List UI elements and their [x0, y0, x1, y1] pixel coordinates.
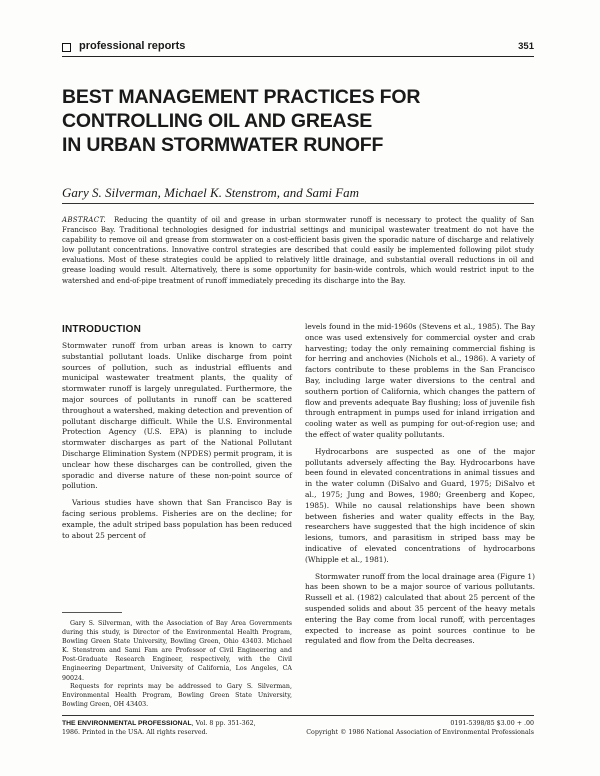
section-heading-introduction: INTRODUCTION	[62, 324, 142, 335]
title-line-3: IN URBAN STORMWATER RUNOFF	[62, 134, 384, 156]
section-checkbox-icon	[62, 43, 71, 52]
volume-pages: , Vol. 8 pp. 351-362,	[191, 720, 256, 727]
author-rule	[62, 203, 534, 204]
right-column	[305, 322, 535, 653]
author-list: Gary S. Silverman, Michael K. Stenstrom, and Sami Fam	[62, 185, 360, 200]
abstract-label: ABSTRACT.	[62, 216, 106, 224]
section-label: professional reports	[79, 40, 186, 52]
page-number: 351	[518, 41, 534, 52]
journal-name: THE ENVIRONMENTAL PROFESSIONAL	[62, 720, 192, 727]
abstract	[62, 215, 534, 286]
copyright-block	[304, 719, 534, 737]
paragraph: Various studies have shown that San Francisco Bay is facing serious problems. Fisheries are on the decline; for example, the adult striped bass population has been reduced to about 25 percent of	[62, 498, 292, 540]
journal-citation	[62, 719, 292, 737]
copyright: Copyright © 1986 National Association of Environmental Professionals	[306, 729, 534, 736]
printed-notice: 1986. Printed in the USA. All rights reserved.	[62, 729, 208, 736]
left-column	[62, 318, 292, 547]
article-title	[62, 85, 542, 157]
author-affiliations-footnote: Gary S. Silverman, with the Association of Bay Area Governments during this study, is Director of the Environmental Health Program, Bowling Green State University, Bowling Green, Ohio 43403. Michael K. Stenstrom and Sami Fam are Professor of Civil Engineering and Post-Graduate Research Engineer, respectively, with the Civil Engineering Department, University of California, Los Angeles, CA 90024.	[62, 620, 292, 682]
running-header	[62, 42, 534, 56]
title-line-2: CONTROLLING OIL AND GREASE	[62, 110, 373, 132]
paragraph: levels found in the mid-1960s (Stevens et al., 1985). The Bay once was used extensively for commercial oyster and crab harvesting; today the only remaining commercial fishing is for herring and anchovies (Nichols et al., 1986). A variety of factors contribute to these problems in the San Francisco Bay, including large water diversions to the central and southern portion of California, which changes the pattern of flow and prevents adequate Bay flushing; loss of juvenile fish through entrapment in pumps used for inland irrigation and cooling water as well as pumping for out-of-region use; and the effect of water quality pollutants.	[305, 322, 535, 439]
issn: 0191-5398/85 $3.00 + .00	[450, 720, 534, 727]
footer-rule	[62, 715, 534, 716]
footnote-rule	[62, 612, 122, 613]
reprint-requests-footnote: Requests for reprints may be addressed to Gary S. Silverman, Environmental Health Program, Bowling Green State University, Bowling Green, OH 43403.	[62, 683, 292, 709]
paragraph: Stormwater runoff from the local drainage area (Figure 1) has been shown to be a major source of various pollutants. Russell et al. (1982) calculated that about 25 percent of the suspended solids and about 35 percent of the heavy metals entering the Bay come from local runoff, with percentages expected to increase as point sources continue to be regulated and flow from the Delta decreases.	[305, 571, 535, 646]
paragraph: Stormwater runoff from urban areas is known to carry substantial pollutant loads. Unlike discharge from point sources of pollution, such as industrial effluents and municipal wastewater treatment plants, the quality of stormwater runoff is largely unregulated. Furthermore, the major sources of pollutants in runoff can be scattered throughout a watershed, making detection and prevention of pollutant discharge difficult. While the U.S. Environmental Protection Agency (U.S. EPA) is planning to include stormwater discharges as part of the National Pollutant Discharge Elimination System (NPDES) permit program, it is unclear how these discharges can be controlled, given the sporadic and diverse nature of these non-point source of pollution.	[62, 341, 292, 491]
header-rule	[62, 56, 534, 57]
paragraph: Hydrocarbons are suspected as one of the major pollutants adversely affecting the Bay. Hydrocarbons have been found in elevated concentrations in animal tissues and in the water column (DiSalvo and Guard, 1975; DiSalvo et al., 1975; Jung and Bowes, 1980; Greenberg and Kopec, 1985). While no causal relationships have been shown between fisheries and water quality effects in the Bay, researchers have suggested that the high incidence of skin lesions, tumors, and parasitism in striped bass may be indicative of elevated concentrations of hydrocarbons (Whipple et al., 1981).	[305, 446, 535, 564]
abstract-text: Reducing the quantity of oil and grease in urban stormwater runoff is necessary to protect the quality of San Francisco Bay. Traditional technologies designed for industrial settings and municipal wastewater treatment do not have the capability to remove oil and grease from stormwater on a cost-efficient basis given the sporadic nature of discharge and relatively low pollutant concentrations. Innovative control strategies are described that could easily be implemented following pilot study evaluations. Most of these strategies could be applied to relatively little drainage, and substantial overall reductions in oil and grease loading would result. Alternatively, there is some opportunity for basin-wide controls, which would restrict input to the watershed and end-of-pipe treatment of runoff immediately preceding its discharge into the Bay.	[62, 216, 534, 285]
title-line-1: BEST MANAGEMENT PRACTICES FOR	[62, 86, 421, 108]
